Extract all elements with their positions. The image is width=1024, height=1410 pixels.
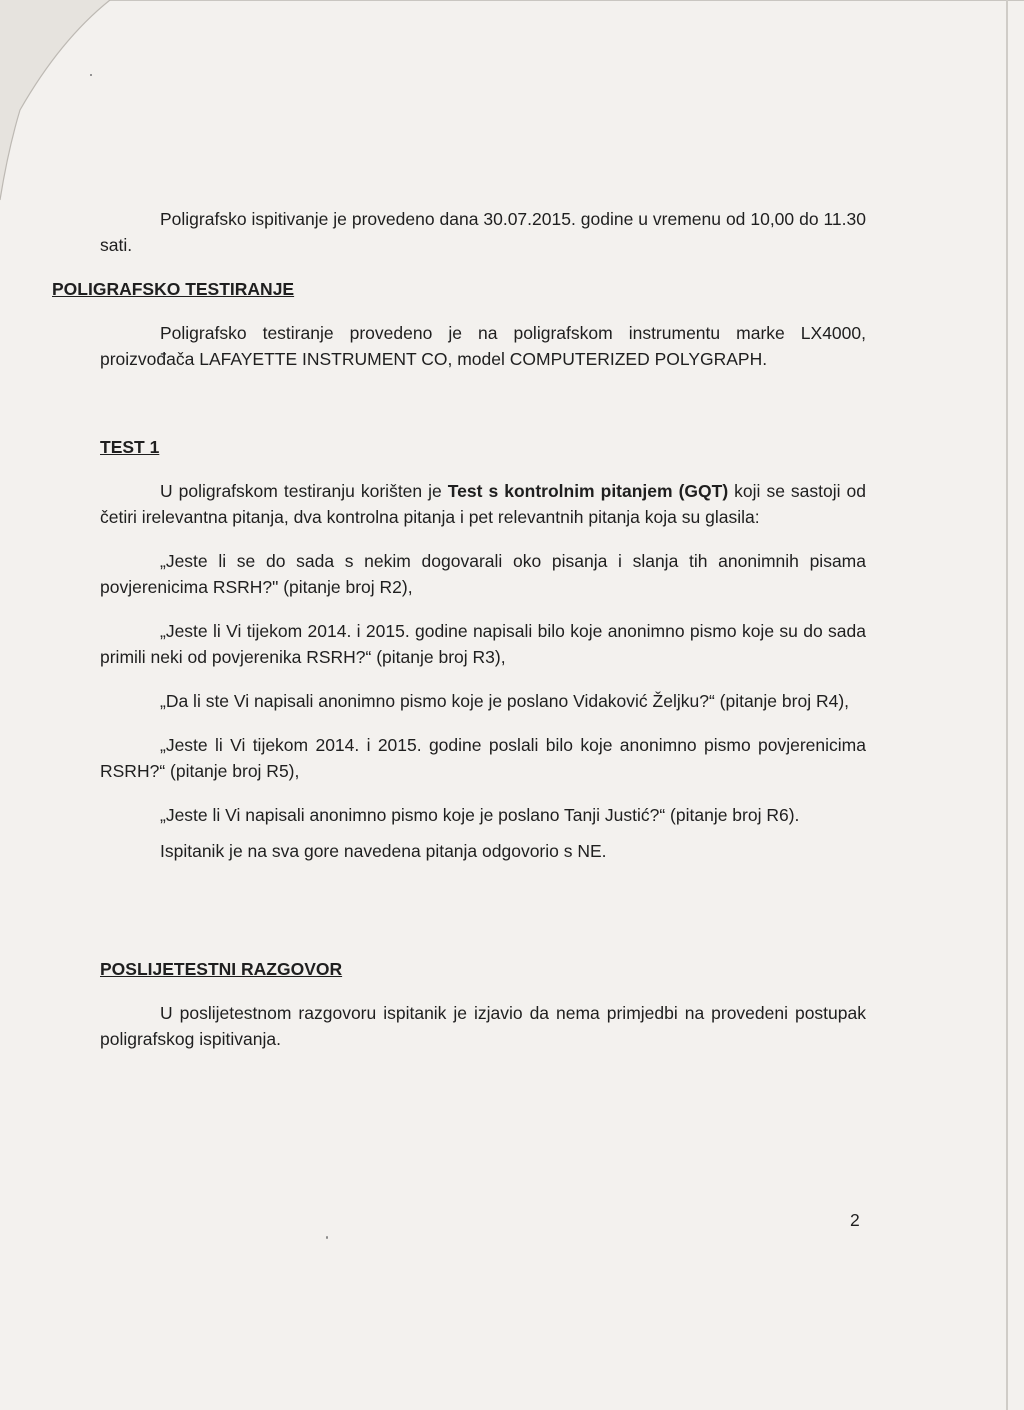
scan-speck <box>326 1236 328 1239</box>
scan-right-edge <box>1006 0 1008 1410</box>
scan-top-edge <box>0 0 1024 1</box>
intro-paragraph: Poligrafsko ispitivanje je provedeno dana 30.07.2015. godine u vremenu od 10,00 do 11.30 sati. <box>100 209 866 255</box>
question-r5: „Jeste li Vi tijekom 2014. i 2015. godine poslali bilo koje anonimno pismo povjerenicima RSRH?“ (pitanje broj R5), <box>100 735 866 781</box>
test-description-paragraph <box>100 478 866 530</box>
answer-paragraph: Ispitanik je na sva gore navedena pitanja odgovorio s NE. <box>160 841 607 861</box>
post-test-paragraph: U poslijetestnom razgovoru ispitanik je izjavio da nema primjedbi na provedeni postupak poligrafskog ispitivanja. <box>100 1003 866 1049</box>
question-r2: „Jeste li se do sada s nekim dogovarali oko pisanja i slanja tih anonimnih pisama povjerenicima RSRH?" (pitanje broj R2), <box>100 551 866 597</box>
page-number: 2 <box>850 1210 860 1230</box>
instrument-paragraph: Poligrafsko testiranje provedeno je na poligrafskom instrumentu marke LX4000, proizvođača LAFAYETTE INSTRUMENT CO, model COMPUTERIZED POLYGRAPH. <box>100 323 866 369</box>
scan-speck <box>90 74 92 76</box>
section-heading-polygraph-testing: POLIGRAFSKO TESTIRANJE <box>52 279 295 299</box>
test-description-text-end: koji se sastoji od četiri irelevantna pitanja, dva kontrolna pitanja i pet relevantnih pitanja koja su glasila: <box>100 481 867 527</box>
question-r4: „Da li ste Vi napisali anonimno pismo koje je poslano Vidaković Željku?“ (pitanje broj R4), <box>160 691 850 711</box>
question-r3: „Jeste li Vi tijekom 2014. i 2015. godine napisali bilo koje anonimno pismo koje su do sada primili neki od povjerenika RSRH?“ (pitanje broj R3), <box>100 621 866 667</box>
section-heading-test-1: TEST 1 <box>100 437 160 457</box>
document-body <box>52 206 867 1052</box>
test-name-bold: Test s kontrolnim pitanjem (GQT) <box>447 481 729 501</box>
test-description-text-start: U poligrafskom testiranju korišten je <box>160 481 448 501</box>
section-heading-post-test-interview: POSLIJETESTNI RAZGOVOR <box>100 959 343 979</box>
question-r6: „Jeste li Vi napisali anonimno pismo koje je poslano Tanji Justić?“ (pitanje broj R6). <box>160 805 800 825</box>
